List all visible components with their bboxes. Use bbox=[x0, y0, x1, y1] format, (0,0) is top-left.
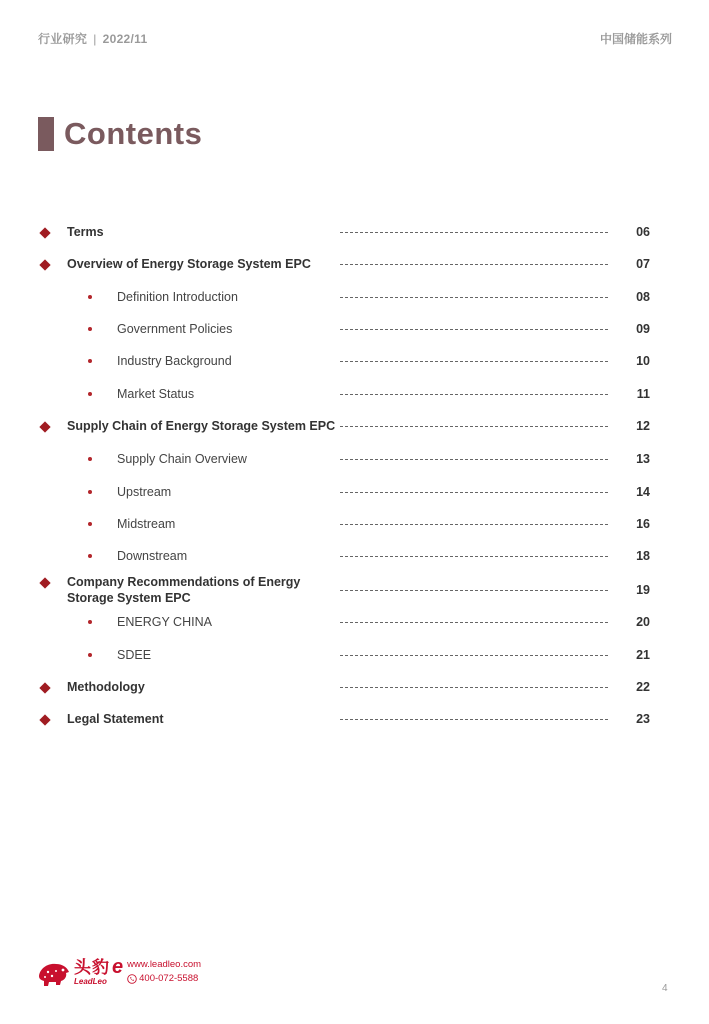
toc-entry-label: Supply Chain Overview bbox=[117, 452, 247, 466]
toc-page-number: 07 bbox=[636, 257, 650, 271]
toc-page-number: 11 bbox=[636, 387, 650, 401]
toc-row[interactable] bbox=[0, 289, 709, 309]
toc-row[interactable] bbox=[0, 256, 709, 276]
toc-entry-label: Terms bbox=[67, 225, 104, 239]
dot-bullet-icon bbox=[88, 392, 92, 396]
toc-row[interactable] bbox=[0, 574, 709, 605]
toc-row[interactable] bbox=[0, 386, 709, 406]
toc-entry-label: Industry Background bbox=[117, 354, 232, 368]
diamond-bullet-icon bbox=[39, 421, 50, 432]
toc-entry-label: SDEE bbox=[117, 648, 152, 662]
dotted-leader bbox=[340, 459, 608, 460]
diamond-bullet-icon bbox=[39, 682, 50, 693]
toc-entry-label: Upstream bbox=[117, 485, 172, 499]
dot-bullet-icon bbox=[88, 554, 92, 558]
dot-bullet-icon bbox=[88, 295, 92, 299]
toc-page-number: 16 bbox=[636, 517, 650, 531]
toc-entry-label: Government Policies bbox=[117, 322, 233, 336]
dotted-leader bbox=[340, 361, 608, 362]
dotted-leader bbox=[340, 426, 608, 427]
toc-entry-label: Definition Introduction bbox=[117, 290, 238, 304]
dot-bullet-icon bbox=[88, 522, 92, 526]
toc-entry-label: Market Status bbox=[117, 387, 195, 401]
toc-row[interactable] bbox=[0, 418, 709, 438]
phone-line bbox=[127, 972, 201, 986]
toc-entry-label: Overview of Energy Storage System EPC bbox=[67, 257, 311, 271]
toc-page-number: 18 bbox=[636, 549, 650, 563]
dotted-leader bbox=[340, 264, 608, 265]
toc-row[interactable] bbox=[0, 548, 709, 568]
header-series: 中国储能系列 bbox=[599, 32, 672, 46]
contact-info bbox=[127, 958, 201, 986]
toc-page-number: 23 bbox=[636, 712, 650, 726]
toc-row[interactable] bbox=[0, 614, 709, 634]
dotted-leader bbox=[340, 556, 608, 557]
dotted-leader bbox=[340, 719, 608, 720]
toc-row[interactable] bbox=[0, 451, 709, 471]
toc-page-number: 21 bbox=[636, 648, 650, 662]
dotted-leader bbox=[340, 394, 608, 395]
toc-page-number: 09 bbox=[636, 322, 650, 336]
toc-entry-label: Methodology bbox=[67, 680, 145, 694]
toc-page-number: 20 bbox=[636, 615, 650, 629]
title-accent-bar bbox=[38, 117, 54, 151]
website-link[interactable]: www.leadleo.com bbox=[127, 959, 202, 970]
header-category: 行业研究 bbox=[38, 32, 88, 46]
dotted-leader bbox=[340, 492, 608, 493]
leopard-logo-icon bbox=[36, 956, 72, 988]
dot-bullet-icon bbox=[88, 620, 92, 624]
toc-page-number: 13 bbox=[636, 452, 650, 466]
toc-row[interactable] bbox=[0, 679, 709, 699]
logo-chinese: 头豹 bbox=[74, 957, 110, 977]
toc-row[interactable] bbox=[0, 484, 709, 504]
logo-text bbox=[74, 958, 110, 987]
header-category-date bbox=[38, 30, 147, 47]
toc-page-number: 19 bbox=[636, 583, 650, 597]
logo-english: LeadLeo bbox=[74, 976, 107, 986]
dot-bullet-icon bbox=[88, 359, 92, 363]
toc-page-number: 08 bbox=[636, 290, 650, 304]
toc-entry-label: Company Recommendations of Energy bbox=[67, 575, 301, 589]
toc-page-number: 12 bbox=[636, 419, 650, 433]
dot-bullet-icon bbox=[88, 327, 92, 331]
toc-entry-label: Midstream bbox=[117, 517, 176, 531]
logo-e-mark: e bbox=[112, 955, 124, 978]
dot-bullet-icon bbox=[88, 653, 92, 657]
footer-logo bbox=[36, 956, 201, 988]
toc-row[interactable] bbox=[0, 224, 709, 244]
header-date: 2022/11 bbox=[102, 32, 148, 46]
dot-bullet-icon bbox=[88, 457, 92, 461]
diamond-bullet-icon bbox=[39, 577, 50, 588]
toc-page-number: 06 bbox=[636, 225, 650, 239]
dotted-leader bbox=[340, 232, 608, 233]
toc-row[interactable] bbox=[0, 516, 709, 536]
toc-entry-label: Legal Statement bbox=[67, 712, 164, 726]
toc-entry-label: ENERGY CHINA bbox=[117, 615, 212, 629]
dotted-leader bbox=[340, 329, 608, 330]
header-separator: | bbox=[93, 32, 97, 46]
dotted-leader bbox=[340, 655, 608, 656]
toc-row[interactable] bbox=[0, 711, 709, 731]
diamond-bullet-icon bbox=[39, 227, 50, 238]
phone-number: 400-072-5588 bbox=[139, 973, 199, 984]
dotted-leader bbox=[340, 622, 608, 623]
page-title: Contents bbox=[64, 116, 203, 151]
dot-bullet-icon bbox=[88, 490, 92, 494]
toc-row[interactable] bbox=[0, 321, 709, 341]
toc-entry-label-continued: Storage System EPC bbox=[67, 591, 191, 605]
page-title-block bbox=[38, 116, 202, 152]
toc-page-number: 14 bbox=[636, 485, 650, 499]
page-number: 4 bbox=[662, 983, 668, 994]
toc-row[interactable] bbox=[0, 353, 709, 373]
dotted-leader bbox=[340, 687, 608, 688]
dotted-leader bbox=[340, 590, 608, 591]
toc-entry-label: Downstream bbox=[117, 549, 188, 563]
toc-page-number: 22 bbox=[636, 680, 650, 694]
toc-page-number: 10 bbox=[636, 354, 650, 368]
toc-row[interactable] bbox=[0, 647, 709, 667]
dotted-leader bbox=[340, 524, 608, 525]
phone-icon bbox=[127, 974, 137, 984]
diamond-bullet-icon bbox=[39, 259, 50, 270]
diamond-bullet-icon bbox=[39, 714, 50, 725]
dotted-leader bbox=[340, 297, 608, 298]
toc-entry-label: Supply Chain of Energy Storage System EPC bbox=[67, 419, 336, 433]
